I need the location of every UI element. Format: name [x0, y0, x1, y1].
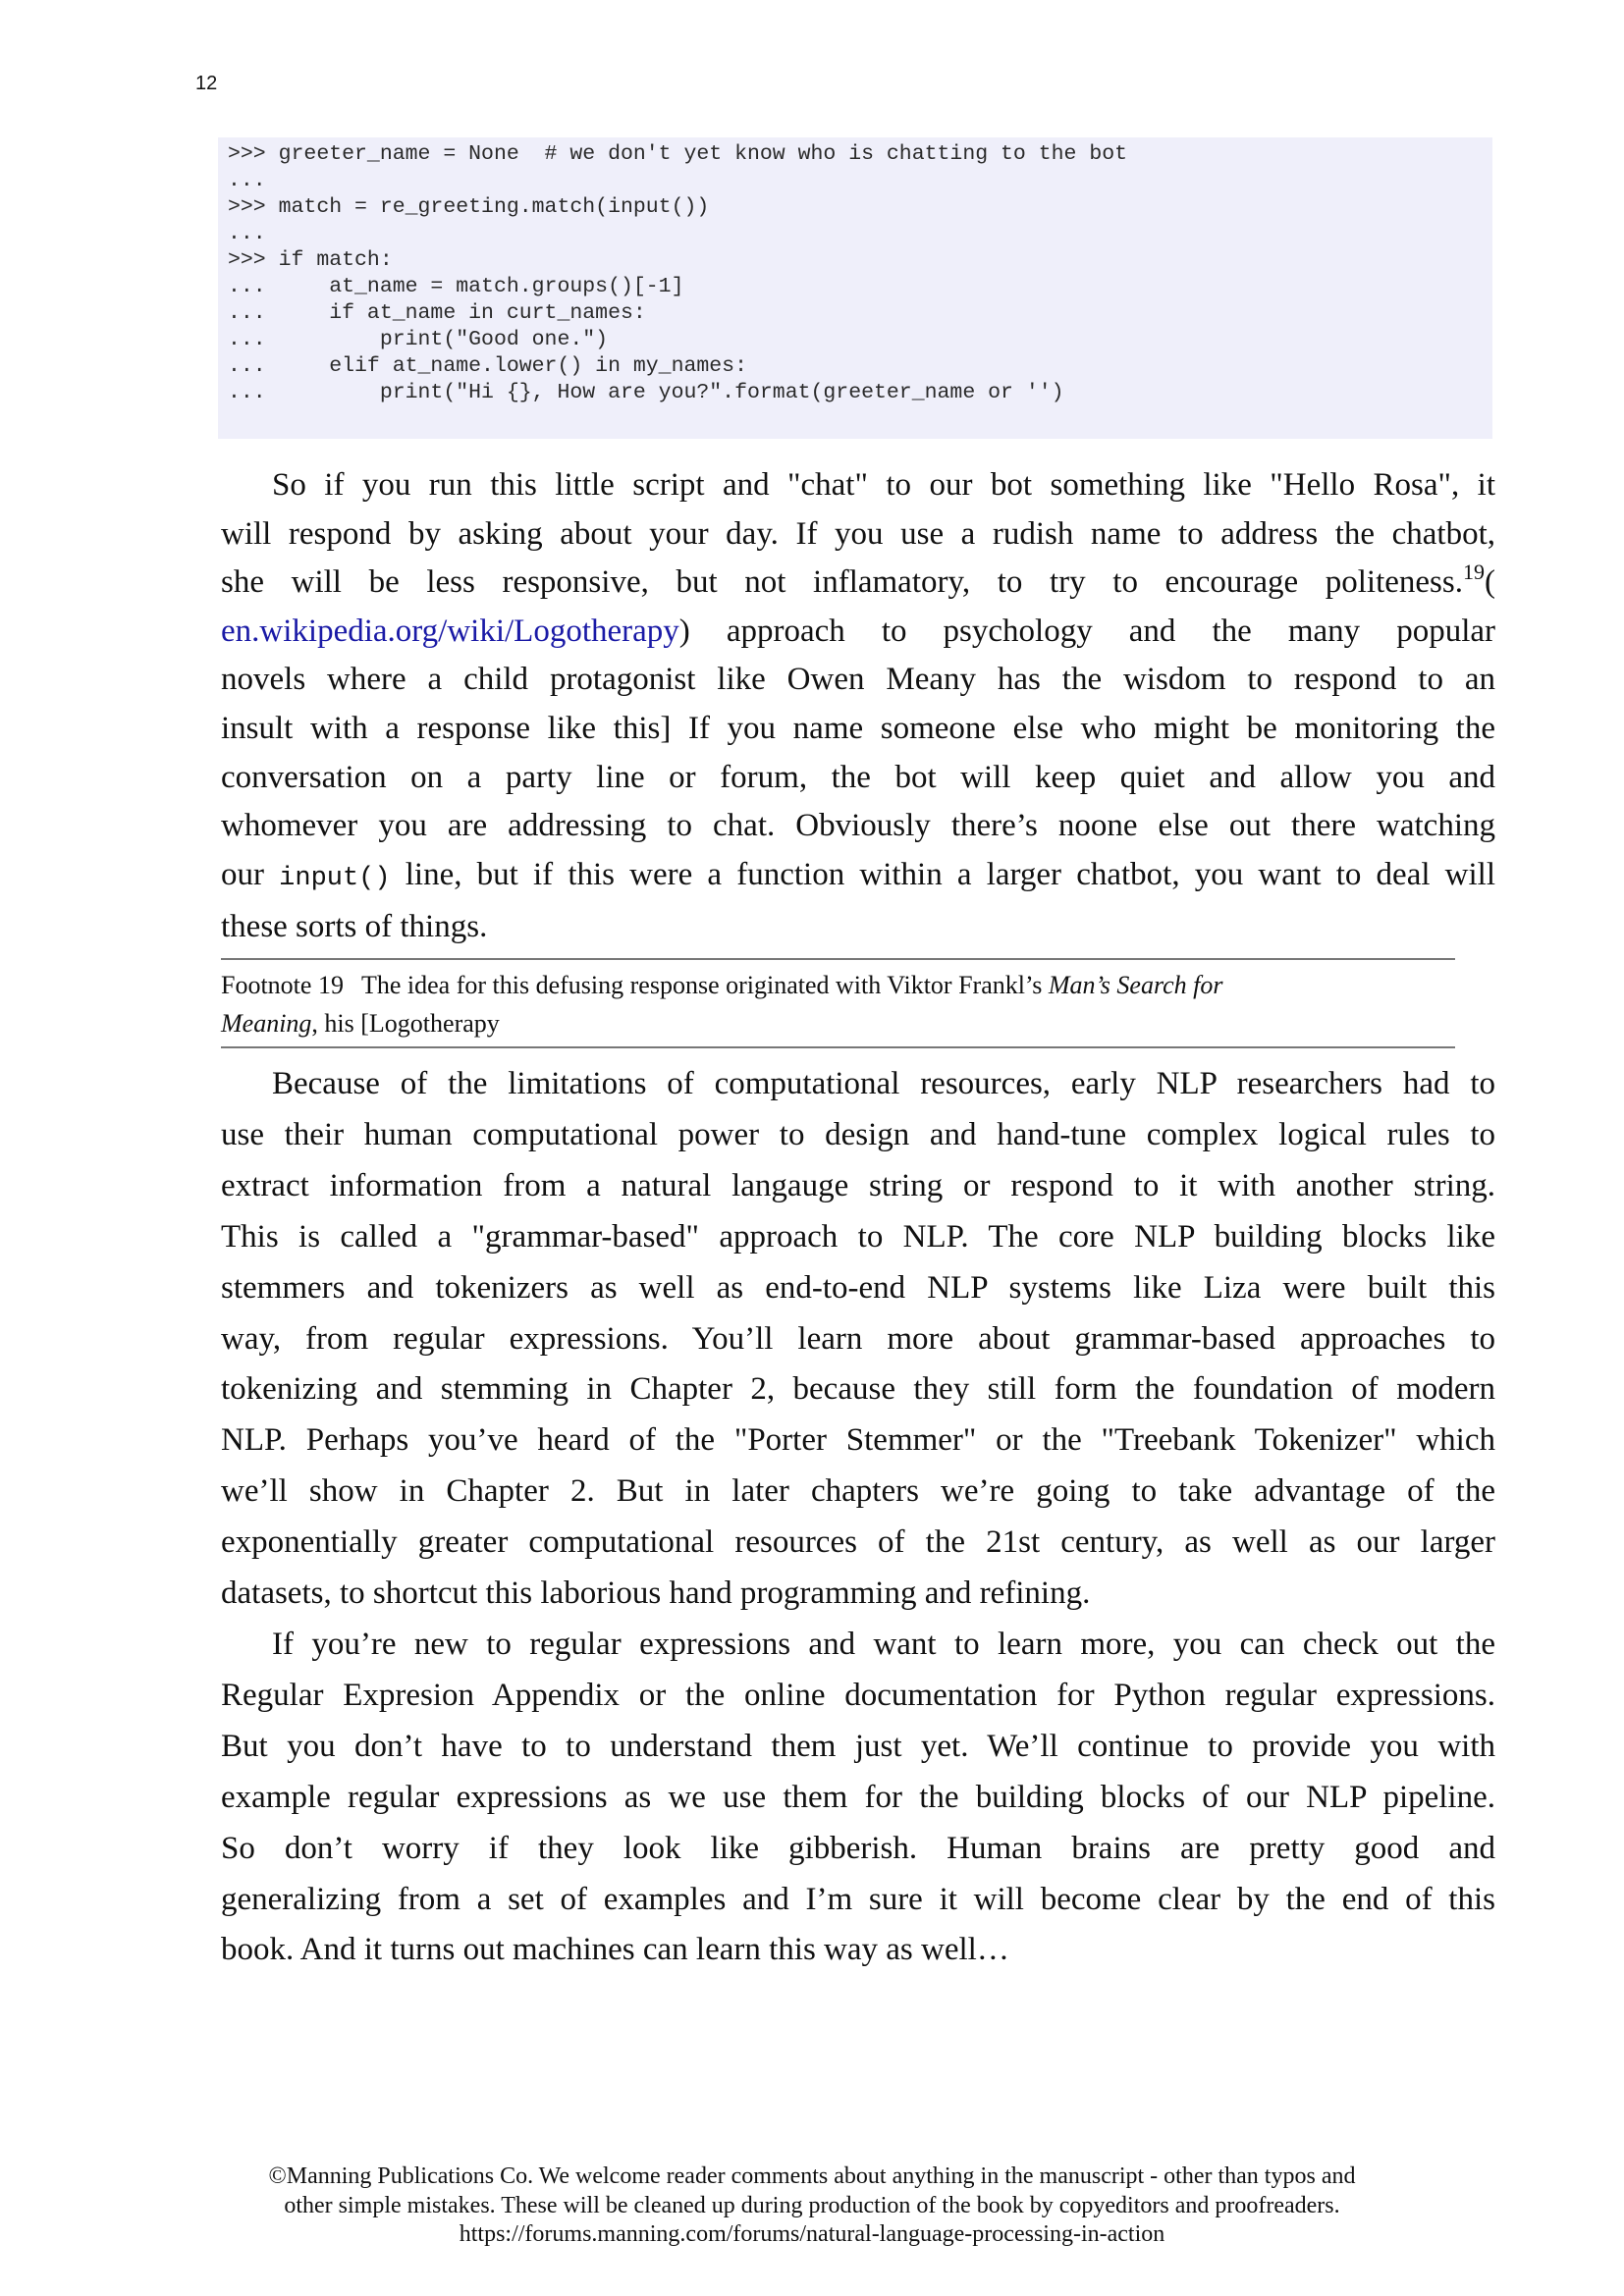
forum-url[interactable]: https://forums.manning.com/forums/natural-language-processing-in-action: [459, 2221, 1165, 2247]
text-line: whomever you are addressing to chat. Obviously there’s noone else out there watching: [221, 808, 1495, 844]
text-line: use their human computational power to design and hand-tune complex logical rules to: [221, 1116, 1495, 1152]
text-segment: line, but if this were a function within a larger chatbot, you want to deal will: [405, 856, 1496, 892]
text-line: [221, 851, 1495, 904]
book-title: Meaning: [221, 1008, 312, 1038]
book-title: Man’s Search for: [1048, 971, 1223, 999]
text-line: stemmers and tokenizers as well as end-to-end NLP systems like Liza were built this: [221, 1269, 1495, 1306]
text-line: This is called a "grammar-based" approach to NLP. The core NLP building blocks like: [221, 1218, 1495, 1255]
text-line: So if you run this little script and "chat" to our bot something like "Hello Rosa", it: [272, 467, 1495, 503]
text-line: Because of the limitations of computational resources, early NLP researchers had to: [272, 1066, 1495, 1101]
inline-code: input(): [279, 863, 391, 893]
text-line: But you don’t have to to understand them just yet. We’ll continue to provide you with: [221, 1728, 1495, 1764]
open-paren: (: [1485, 564, 1495, 601]
text-line: generalizing from a set of examples and I’m sure it will become clear by the end of this: [221, 1881, 1495, 1917]
footnote-reference[interactable]: 19: [1463, 560, 1485, 585]
text-line: example regular expressions as we use them for the building blocks of our NLP pipeline.: [221, 1779, 1495, 1815]
code-line: ...: [228, 222, 266, 245]
code-line: >>> if match:: [228, 248, 393, 272]
text-line: insult with a response like this] If you name someone else who might be monitoring the: [221, 710, 1495, 746]
page-number: 12: [195, 73, 218, 94]
footnote-line: [221, 1005, 1455, 1043]
code-line: ... at_name = match.groups()[-1]: [228, 275, 684, 298]
text-segment: our: [221, 856, 264, 892]
text-line: [221, 608, 1495, 657]
footnote-line: [221, 967, 1455, 1005]
code-line: ...: [228, 169, 266, 192]
text-line: [221, 559, 1495, 608]
text-line: we’ll show in Chapter 2. But in later chapters we’re going to take advantage of the: [221, 1473, 1495, 1510]
code-line: >>> match = re_greeting.match(input()): [228, 195, 710, 219]
text-line: book. And it turns out machines can learn this way as well…: [221, 1932, 1009, 1968]
footnote-text: , his [Logotherapy: [311, 1008, 500, 1038]
footnote-label: Footnote 19: [221, 971, 344, 999]
footnote-text: The idea for this defusing response originated with Viktor Frankl’s: [360, 971, 1043, 999]
text-segment: approach to psychology and the many popular: [726, 613, 1496, 649]
code-block: [218, 137, 1492, 439]
page-footer: [0, 2163, 1624, 2250]
code-line: ... if at_name in curt_names:: [228, 301, 646, 325]
code-line: ... elif at_name.lower() in my_names:: [228, 354, 747, 378]
text-line: datasets, to shortcut this laborious hand programming and refining.: [221, 1575, 1091, 1612]
code-line: ... print("Hi {}, How are you?".format(greeter_name or ''): [228, 381, 1064, 404]
text-line: conversation on a party line or forum, the bot will keep quiet and allow you and: [221, 759, 1495, 795]
text-line: novels where a child protagonist like Owen Meany has the wisdom to respond to an: [221, 662, 1495, 698]
text-line: tokenizing and stemming in Chapter 2, because they still form the foundation of modern: [221, 1371, 1495, 1408]
code-line: ... print("Good one."): [228, 328, 609, 351]
copyright-notice: other simple mistakes. These will be cleaned up during production of the book by copyeditors and proofreaders.: [284, 2192, 1340, 2218]
close-paren: ): [678, 613, 690, 649]
text-line: Regular Expresion Appendix or the online documentation for Python regular expressions.: [221, 1677, 1495, 1713]
paragraph-chatbot-response: [221, 461, 1495, 952]
footnote: [221, 958, 1455, 1048]
text-line: will respond by asking about your day. If you use a rudish name to address the chatbot,: [221, 515, 1495, 552]
text-line: these sorts of things.: [221, 909, 488, 945]
text-line: NLP. Perhaps you’ve heard of the "Porter Stemmer" or the "Treebank Tokenizer" which: [221, 1422, 1495, 1459]
text-line: So don’t worry if they look like gibberish. Human brains are pretty good and: [221, 1830, 1495, 1866]
text-line: If you’re new to regular expressions and want to learn more, you can check out the: [272, 1626, 1495, 1662]
paragraph-grammar-based: [221, 1059, 1495, 1976]
logotherapy-link[interactable]: en.wikipedia.org/wiki/Logotherapy: [221, 613, 679, 649]
text-segment: she will be less responsive, but not inflamatory, to try to encourage politeness.: [221, 564, 1463, 601]
text-line: exponentially greater computational resources of the 21st century, as well as our larger: [221, 1524, 1495, 1561]
text-line: way, from regular expressions. You’ll learn more about grammar-based approaches to: [221, 1320, 1495, 1357]
copyright-notice: ©Manning Publications Co. We welcome reader comments about anything in the manuscript - other than typos and: [268, 2163, 1356, 2189]
code-line: >>> greeter_name = None # we don't yet know who is chatting to the bot: [228, 142, 1128, 166]
text-line: extract information from a natural langauge string or respond to it with another string.: [221, 1167, 1495, 1203]
